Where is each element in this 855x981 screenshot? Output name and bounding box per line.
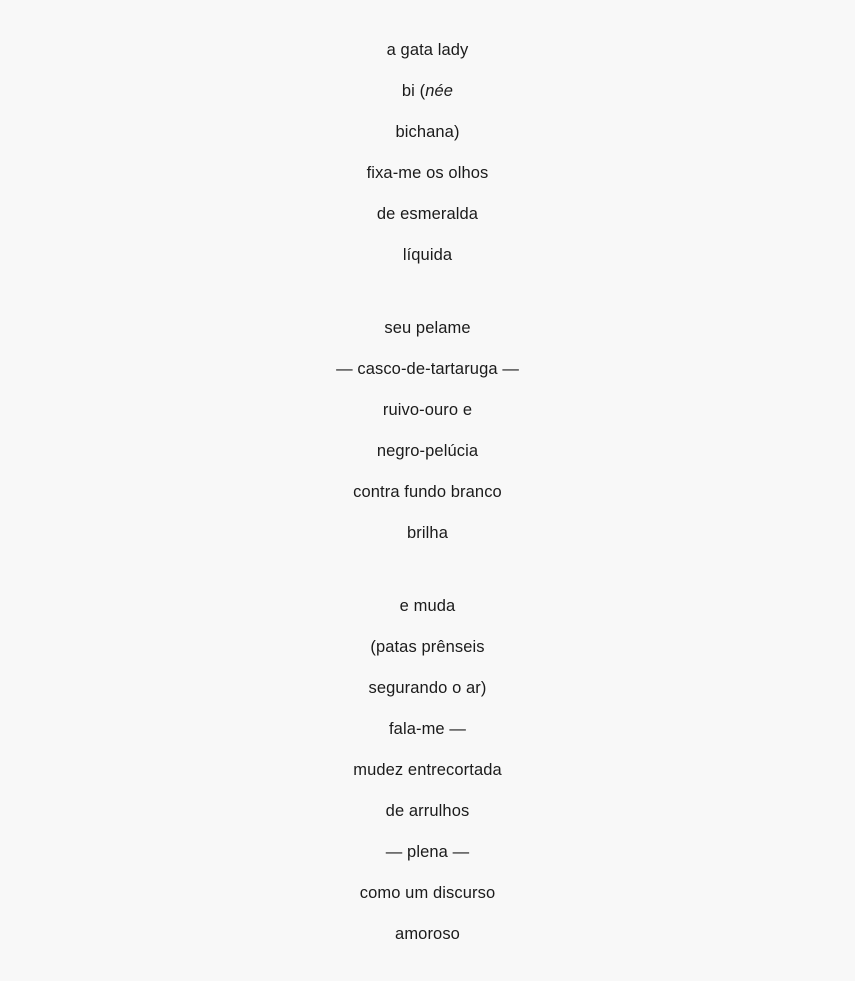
poem-line: líquida: [402, 246, 453, 264]
poem-line: a gata lady: [386, 41, 469, 59]
stanza: [0, 308, 855, 554]
poem-line: negro-pelúcia: [376, 442, 479, 460]
poem-line: ruivo-ouro e: [382, 401, 473, 419]
poem-line: de arrulhos: [385, 802, 470, 820]
poem-line: brilha: [407, 524, 448, 542]
stanza: [0, 586, 855, 955]
poem-line: — casco-de-tartaruga —: [336, 360, 519, 378]
poem-line: segurando o ar): [368, 679, 487, 697]
poem-line: mudez entrecortada: [353, 761, 502, 779]
poem-line: como um discurso: [359, 884, 496, 902]
poem-line: — plena —: [385, 843, 470, 861]
poem-line: amoroso: [395, 925, 460, 943]
poem-line-italic: née: [425, 82, 454, 100]
poem-line: seu pelame: [384, 319, 471, 337]
poem-line: fixa-me os olhos: [366, 164, 489, 182]
poem-line: de esmeralda: [376, 205, 479, 223]
stanza: [0, 30, 855, 276]
poem-line: bichana): [395, 123, 460, 141]
poem-line: e muda: [399, 597, 456, 615]
poem-line: (patas prênseis: [370, 638, 485, 656]
poem-line: [0, 71, 855, 112]
poem-line-text: bi (: [401, 82, 426, 100]
poem-line: contra fundo branco: [353, 483, 502, 501]
poem-line: fala-me —: [388, 720, 466, 738]
